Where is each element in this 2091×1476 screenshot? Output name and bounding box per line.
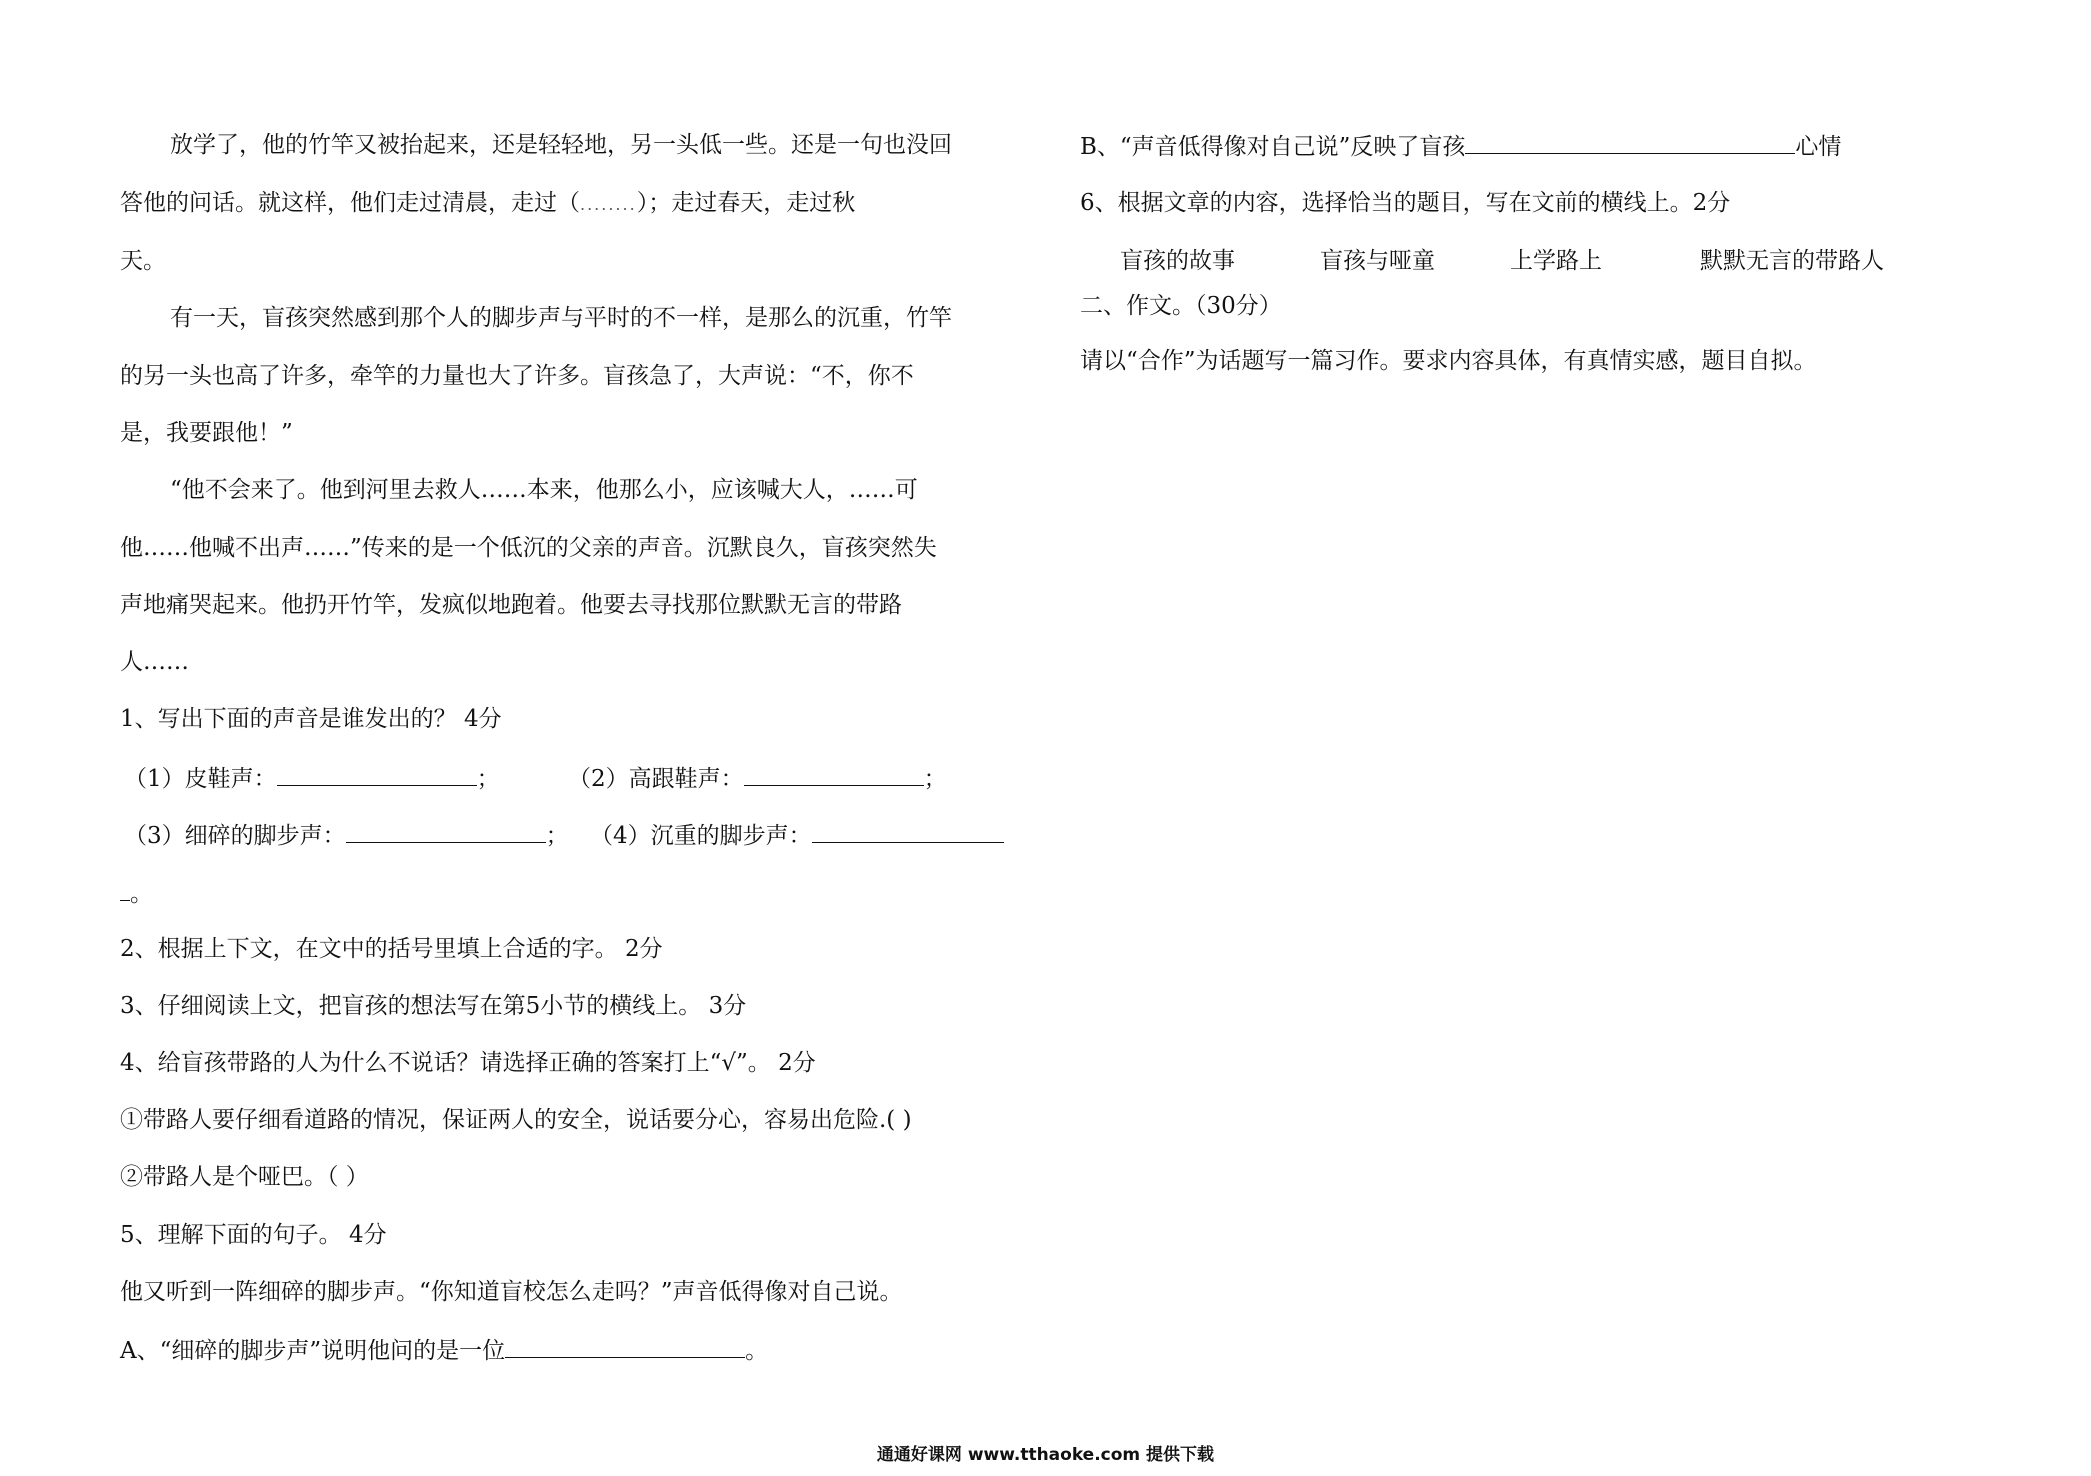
passage-line: 人……	[120, 649, 189, 675]
title-option-3: 上学路上	[1510, 248, 1602, 274]
section-2-heading: 二、作文。（30分）	[1080, 293, 1282, 319]
passage-line: 放学了，他的竹竿又被抬起来，还是轻轻地，另一头低一些。还是一句也没回	[170, 132, 952, 158]
answer-blank[interactable]	[346, 818, 546, 843]
passage-line: 他……他喊不出声……”传来的是一个低沉的父亲的声音。沉默良久，盲孩突然失	[120, 535, 937, 561]
answer-blank[interactable]	[277, 761, 477, 786]
question-4: 4、给盲孩带路的人为什么不说话？请选择正确的答案打上“√”。 2分	[120, 1050, 816, 1076]
question-6: 6、根据文章的内容，选择恰当的题目，写在文前的横线上。2分	[1080, 190, 1731, 216]
title-option-2: 盲孩与哑童	[1320, 248, 1435, 274]
footer-credit: 通通好课网 www.tthaoke.com 提供下载	[876, 1445, 1215, 1465]
title-option-4: 默默无言的带路人	[1700, 248, 1884, 274]
blank-dots: ........	[580, 195, 637, 214]
q1-end: 。	[120, 876, 153, 910]
q5-a: A、“细碎的脚步声”说明他问的是一位 。	[120, 1333, 768, 1367]
passage-line: 的另一头也高了许多，牵竿的力量也大了许多。盲孩急了，大声说：“不，你不	[120, 363, 914, 389]
passage-line: 是，我要跟他！”	[120, 420, 293, 446]
answer-blank[interactable]	[120, 876, 130, 901]
answer-blank[interactable]	[744, 761, 924, 786]
passage-line: “他不会来了。他到河里去救人……本来，他那么小，应该喊大人，……可	[170, 477, 918, 503]
passage-line	[120, 187, 855, 221]
answer-blank[interactable]	[505, 1333, 745, 1358]
passage-line: 声地痛哭起来。他扔开竹竿，发疯似地跑着。他要去寻找那位默默无言的带路	[120, 592, 902, 618]
composition-requirement: 请以“合作”为话题写一篇习作。要求内容具体，有真情实感，题目自拟。	[1080, 348, 1817, 374]
question-1: 1、写出下面的声音是谁发出的？ 4分	[120, 706, 502, 732]
q1-item-4: （4）沉重的脚步声：	[590, 818, 1004, 852]
q1-item-2: （2）高跟鞋声： ；	[568, 761, 947, 795]
question-3: 3、仔细阅读上文，把盲孩的想法写在第5小节的横线上。 3分	[120, 993, 747, 1019]
question-2: 2、根据上下文，在文中的括号里填上合适的字。 2分	[120, 936, 663, 962]
passage-line: 天。	[120, 248, 166, 274]
q4-option-1: ①带路人要仔细看道路的情况，保证两人的安全，说话要分心，容易出危险.( )	[120, 1107, 912, 1133]
passage-text: ）；走过春天，走过秋	[636, 190, 856, 216]
q5-quote: 他又听到一阵细碎的脚步声。“你知道盲校怎么走吗？”声音低得像对自己说。	[120, 1279, 903, 1305]
q4-option-2: ②带路人是个哑巴。（ ）	[120, 1164, 369, 1190]
answer-blank[interactable]	[812, 818, 1004, 843]
passage-line: 有一天，盲孩突然感到那个人的脚步声与平时的不一样，是那么的沉重，竹竿	[170, 305, 952, 331]
q5-b: B、“声音低得像对自己说”反映了盲孩 心情	[1080, 129, 1841, 163]
q1-item-1: （1）皮鞋声： ；	[124, 761, 500, 795]
q1-item-3: （3）细碎的脚步声： ；	[124, 818, 569, 852]
title-option-1: 盲孩的故事	[1120, 248, 1235, 274]
question-5: 5、理解下面的句子。 4分	[120, 1222, 387, 1248]
passage-text: 答他的问话。就这样，他们走过清晨，走过（	[120, 190, 580, 216]
answer-blank[interactable]	[1465, 129, 1795, 154]
